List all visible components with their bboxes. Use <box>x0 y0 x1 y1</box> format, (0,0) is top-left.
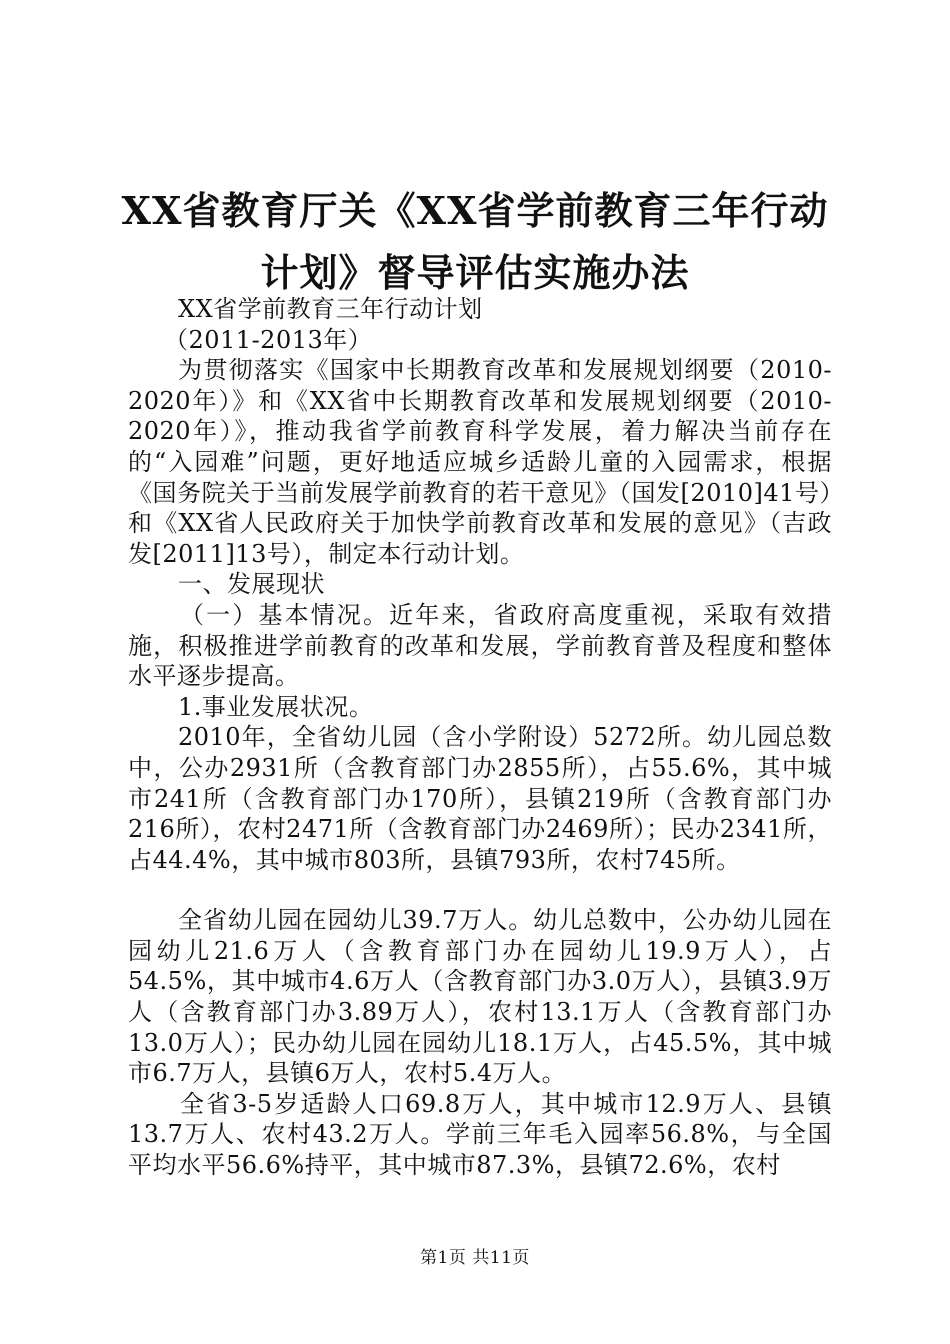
paragraph: 全省幼儿园在园幼儿39.7万人。幼儿总数中，公办幼儿园在园幼儿21.6万人（含教育部门办在园幼儿19.9万人），占54.5%，其中城市4.6万人（含教育部门办3.0万人），县镇3.9万人（含教育部门办3.89万人），农村13.1万人（含教育部门办13.0万人）；民办幼儿园在园幼儿18.1万人，占45.5%，其中城市6.7万人，县镇6万人，农村5.4万人。 <box>128 906 832 1088</box>
document-title: XX省教育厅关《XX省学前教育三年行动计划》督导评估实施办法 <box>121 188 829 295</box>
document-period: （2011-2013年） <box>164 325 373 354</box>
paragraph-gap <box>128 875 832 905</box>
section-heading: 一、发展现状 <box>178 570 325 599</box>
page-footer: 第1页 共11页 <box>420 1248 530 1268</box>
document-subtitle: XX省学前教育三年行动计划 <box>178 295 483 323</box>
paragraph: （一）基本情况。近年来，省政府高度重视，采取有效措施，积极推进学前教育的改革和发展，学前教育普及程度和整体水平逐步提高。 <box>128 600 832 691</box>
subsection-heading: 1.事业发展状况。 <box>178 692 374 721</box>
paragraph: 2010年，全省幼儿园（含小学附设）5272所。幼儿园总数中，公办2931所（含教育部门办2855所），占55.6%，其中城市241所（含教育部门办170所），县镇219所（含教育部门办216所），农村2471所（含教育部门办2469所）；民办2341所，占44.4%，其中城市803所，县镇793所，农村745所。 <box>128 723 832 874</box>
paragraph: 为贯彻落实《国家中长期教育改革和发展规划纲要（2010-2020年）》和《XX省中长期教育改革和发展规划纲要（2010-2020年）》，推动我省学前教育科学发展，着力解决当前存在的“入园难”问题，更好地适应城乡适龄儿童的入园需求，根据《国务院关于当前发展学前教育的若干意见》（国发[2010]41号）和《XX省人民政府关于加快学前教育改革和发展的意见》（吉政发[2011]13号），制定本行动计划。 <box>128 356 832 568</box>
paragraph: 全省3-5岁适龄人口69.8万人，其中城市12.9万人、县镇13.7万人、农村43.2万人。学前三年毛入园率56.8%，与全国平均水平56.6%持平，其中城市87.3%，县镇72.6%，农村 <box>128 1089 832 1180</box>
document-body <box>128 294 832 1181</box>
